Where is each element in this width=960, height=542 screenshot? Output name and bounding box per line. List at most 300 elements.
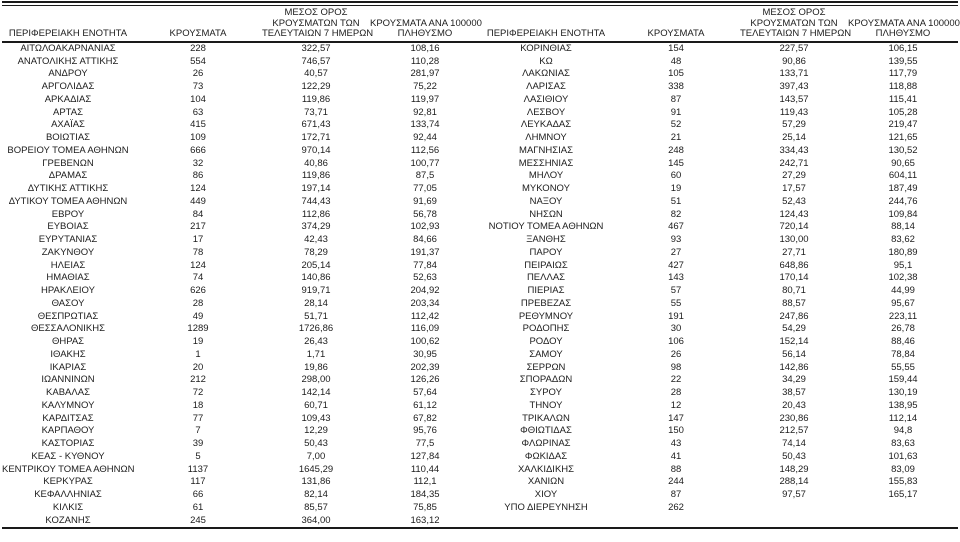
region-cell: ΚΩ [539, 55, 553, 67]
region-cell: ΓΡΕΒΕΝΩΝ [42, 157, 94, 169]
cases-cell: 57 [670, 285, 682, 297]
table-row [2, 145, 480, 158]
per100k-cell: 219,47 [888, 119, 918, 131]
table-row [2, 81, 480, 94]
avg7-header-line1: ΜΕΣΟΣ ΟΡΟΣ [762, 7, 826, 18]
table-row [2, 170, 480, 183]
avg7-cell: 112,86 [301, 208, 331, 220]
cases-cell: 28 [670, 387, 682, 399]
avg7-cell: 42,43 [304, 234, 328, 246]
per100k-cell: 202,39 [410, 361, 440, 373]
cases-cell: 30 [670, 323, 682, 335]
table-row [2, 323, 480, 336]
per100k-cell: 75,85 [413, 501, 437, 513]
table-row [480, 489, 958, 502]
region-cell: ΗΡΑΚΛΕΙΟΥ [41, 285, 95, 297]
region-cell: ΘΗΡΑΣ [51, 336, 85, 348]
avg7-cell: 970,14 [301, 144, 331, 156]
per100k-cell: 138,95 [888, 399, 918, 411]
avg7-cell: 119,86 [301, 170, 331, 182]
table-row [480, 438, 958, 451]
region-cell: ΚΑΡΔΙΤΣΑΣ [42, 412, 94, 424]
table-row [480, 323, 958, 336]
table-row [2, 158, 480, 171]
cases-cell: 27 [670, 246, 682, 258]
region-cell: ΧΙΟΥ [534, 489, 558, 501]
table-row [2, 234, 480, 247]
cases-cell: 449 [190, 195, 206, 207]
cases-cell: 26 [670, 348, 682, 360]
avg7-cell: 17,57 [782, 183, 806, 195]
region-cell: ΑΧΑΪΑΣ [51, 119, 85, 131]
table-row [2, 68, 480, 81]
region-cell: ΚΕΦΑΛΛΗΝΙΑΣ [34, 489, 102, 501]
per100k-cell: 67,82 [413, 412, 437, 424]
cases-cell: 143 [668, 272, 684, 284]
avg7-cell: 334,43 [779, 144, 809, 156]
avg7-cell: 25,14 [782, 132, 806, 144]
per100k-column-header [370, 6, 480, 42]
per100k-cell: 26,78 [891, 323, 915, 335]
avg7-cell: 7,00 [306, 450, 326, 462]
region-cell: ΣΠΟΡΑΔΩΝ [519, 374, 573, 386]
per100k-header-line2: ΠΛΗΘΥΣΜΟ [397, 28, 453, 40]
table-row [2, 476, 480, 489]
avg7-cell: 27,29 [782, 170, 806, 182]
table-row [480, 387, 958, 400]
per100k-cell: 95,1 [893, 259, 913, 271]
per100k-cell: 100,62 [410, 336, 440, 348]
per100k-cell: 119,97 [410, 93, 440, 105]
per100k-cell: 30,95 [413, 348, 437, 360]
cases-cell: 98 [670, 361, 682, 373]
cases-cell: 245 [190, 514, 206, 526]
per100k-cell: 155,83 [888, 476, 918, 488]
avg7-cell: 78,29 [304, 246, 328, 258]
left-table-header [2, 6, 480, 42]
per100k-cell: 88,46 [891, 336, 915, 348]
avg7-cell: 205,14 [301, 259, 331, 271]
per100k-cell: 110,44 [410, 463, 440, 475]
per100k-cell: 121,65 [888, 132, 918, 144]
table-row [2, 260, 480, 273]
per100k-cell: 102,93 [410, 221, 440, 233]
cases-cell: 109 [190, 132, 206, 144]
per100k-cell: 102,38 [888, 272, 918, 284]
cases-cell: 73 [192, 81, 204, 93]
per100k-cell: 83,63 [891, 438, 915, 450]
avg7-cell: 746,57 [301, 55, 331, 67]
cases-cell: 626 [190, 285, 206, 297]
avg7-cell [740, 502, 848, 515]
avg7-cell: 298,00 [301, 374, 331, 386]
cases-cell: 28 [192, 297, 204, 309]
avg7-cell: 720,14 [779, 221, 809, 233]
cases-cell: 124 [190, 259, 206, 271]
cases-cell: 104 [190, 93, 206, 105]
region-cell: ΛΗΜΝΟΥ [525, 132, 567, 144]
avg7-cell: 242,71 [779, 157, 809, 169]
per100k-cell: 77,05 [413, 183, 437, 195]
avg7-cell: 88,57 [782, 297, 806, 309]
avg7-cell: 133,71 [779, 68, 809, 80]
region-cell: ΑΡΤΑΣ [53, 106, 83, 118]
cases-cell: 26 [192, 68, 204, 80]
region-cell: ΞΑΝΘΗΣ [526, 234, 566, 246]
per100k-cell: 57,64 [413, 387, 437, 399]
avg7-cell: 744,43 [301, 195, 331, 207]
per100k-cell: 244,76 [888, 195, 918, 207]
cases-cell: 19 [192, 336, 204, 348]
avg7-cell: 152,14 [779, 336, 809, 348]
per100k-cell: 116,09 [410, 323, 440, 335]
table-row [480, 221, 958, 234]
avg7-cell: 170,14 [779, 272, 809, 284]
cases-cell: 52 [670, 119, 682, 131]
table-row [2, 183, 480, 196]
avg7-cell: 247,86 [779, 310, 809, 322]
table-row [480, 234, 958, 247]
region-cell: ΚΕΝΤΡΙΚΟΥ ΤΟΜΕΑ ΑΘΗΝΩΝ [2, 463, 135, 475]
cases-cell: 262 [668, 501, 684, 513]
table-row [480, 81, 958, 94]
region-cell: ΝΑΞΟΥ [529, 195, 563, 207]
per100k-cell: 105,28 [888, 106, 918, 118]
cases-cell: 48 [670, 55, 682, 67]
region-cell: ΡΟΔΟΠΗΣ [522, 323, 570, 335]
per100k-cell: 126,26 [410, 374, 440, 386]
avg7-cell: 1726,86 [298, 323, 334, 335]
regional-cases-table-left [2, 6, 480, 527]
region-cell: ΛΕΥΚΑΔΑΣ [520, 119, 572, 131]
avg7-cell: 12,29 [304, 425, 328, 437]
region-cell: ΘΕΣΣΑΛΟΝΙΚΗΣ [31, 323, 105, 335]
region-cell: ΠΙΕΡΙΑΣ [527, 285, 565, 297]
per100k-cell: 133,74 [410, 119, 440, 131]
avg7-cell: 172,71 [301, 132, 331, 144]
region-cell: ΚΑΡΠΑΘΟΥ [41, 425, 95, 437]
table-row [2, 221, 480, 234]
cases-cell: 228 [190, 42, 206, 54]
cases-cell: 87 [670, 489, 682, 501]
table-row [480, 285, 958, 298]
per100k-cell: 130,19 [888, 387, 918, 399]
region-cell: ΚΑΣΤΟΡΙΑΣ [41, 438, 95, 450]
per100k-column-header [848, 6, 958, 42]
per100k-cell: 84,66 [413, 234, 437, 246]
per100k-cell: 180,89 [888, 246, 918, 258]
table-row [2, 298, 480, 311]
avg7-column-header [262, 6, 374, 42]
avg7-cell: 34,29 [782, 374, 806, 386]
region-cell: ΘΕΣΠΡΩΤΙΑΣ [37, 310, 99, 322]
region-cell: ΚΕΡΚΥΡΑΣ [43, 476, 93, 488]
avg7-cell: 20,43 [782, 399, 806, 411]
avg7-cell: 374,29 [301, 221, 331, 233]
avg7-header-line2: ΚΡΟΥΣΜΑΤΩΝ ΤΩΝ [750, 17, 838, 29]
region-cell: ΡΕΘΥΜΝΟΥ [518, 310, 574, 322]
region-cell: ΘΑΣΟΥ [51, 297, 85, 309]
region-cell: ΔΡΑΜΑΣ [48, 170, 88, 182]
table-row [2, 374, 480, 387]
per100k-cell: 184,35 [410, 489, 440, 501]
per100k-cell: 203,34 [410, 297, 440, 309]
table-row [2, 515, 480, 528]
table-row [480, 349, 958, 362]
region-cell: ΚΑΛΥΜΝΟΥ [41, 399, 95, 411]
avg7-cell: 52,43 [782, 195, 806, 207]
cases-cell: 7 [195, 425, 201, 437]
tables-container [2, 6, 958, 529]
table-row [2, 464, 480, 477]
region-cell: ΑΝΑΤΟΛΙΚΗΣ ΑΤΤΙΚΗΣ [17, 55, 119, 67]
per100k-cell: 109,84 [888, 208, 918, 220]
cases-cell: 66 [192, 489, 204, 501]
region-cell: ΛΑΚΩΝΙΑΣ [522, 68, 570, 80]
cases-cell: 5 [195, 450, 201, 462]
region-cell: ΜΕΣΣΗΝΙΑΣ [518, 157, 574, 169]
per100k-cell: 281,97 [410, 68, 440, 80]
per100k-header-line1: ΚΡΟΥΣΜΑΤΑ ΑΝΑ 100000 [370, 17, 482, 29]
cases-cell: 554 [190, 55, 206, 67]
avg7-cell: 26,43 [304, 336, 328, 348]
table-row [480, 42, 958, 56]
region-cell: ΣΕΡΡΩΝ [526, 361, 566, 373]
cases-cell: 467 [668, 221, 684, 233]
region-cell: ΙΩΑΝΝΙΝΩΝ [41, 374, 95, 386]
per100k-cell: 75,22 [413, 81, 437, 93]
cases-cell: 19 [670, 183, 682, 195]
table-row [2, 247, 480, 260]
per100k-cell: 90,65 [891, 157, 915, 169]
cases-cell: 18 [192, 399, 204, 411]
region-cell: ΒΟΙΩΤΙΑΣ [45, 132, 91, 144]
avg7-cell: 142,14 [301, 387, 331, 399]
per100k-cell: 139,55 [888, 55, 918, 67]
per100k-cell: 87,5 [415, 170, 435, 182]
avg7-cell: 57,29 [782, 119, 806, 131]
avg7-header-line2: ΚΡΟΥΣΜΑΤΩΝ ΤΩΝ [272, 17, 360, 29]
cases-cell: 60 [670, 170, 682, 182]
per100k-cell: 108,16 [410, 42, 440, 54]
avg7-header-line3: ΤΕΛΕΥΤΑΙΩΝ 7 ΗΜΕΡΩΝ [740, 28, 852, 40]
region-cell: ΠΕΛΛΑΣ [526, 272, 566, 284]
table-row [2, 438, 480, 451]
table-row [2, 362, 480, 375]
per100k-cell: 127,84 [410, 450, 440, 462]
cases-cell: 191 [668, 310, 684, 322]
cases-cell: 72 [192, 387, 204, 399]
table-row [480, 132, 958, 145]
avg7-cell: 1645,29 [298, 463, 334, 475]
per100k-cell: 159,44 [888, 374, 918, 386]
per100k-cell: 55,55 [891, 361, 915, 373]
region-cell: ΚΟΡΙΝΘΙΑΣ [520, 42, 572, 54]
per100k-cell: 204,92 [410, 285, 440, 297]
cases-cell: 666 [190, 144, 206, 156]
region-cell: ΦΛΩΡΙΝΑΣ [521, 438, 571, 450]
cases-cell: 12 [670, 399, 682, 411]
per100k-header-line2: ΠΛΗΘΥΣΜΟ [875, 28, 931, 40]
region-cell: ΡΟΔΟΥ [529, 336, 563, 348]
cases-cell: 77 [192, 412, 204, 424]
avg7-cell: 919,71 [301, 285, 331, 297]
per100k-cell: 112,56 [410, 144, 440, 156]
avg7-cell: 397,43 [779, 81, 809, 93]
table-row [480, 56, 958, 69]
per100k-cell: 94,8 [893, 425, 913, 437]
region-cell: ΑΡΚΑΔΙΑΣ [44, 93, 92, 105]
table-row [2, 489, 480, 502]
avg7-cell: 364,00 [301, 514, 331, 526]
table-row [2, 119, 480, 132]
table-row [480, 400, 958, 413]
table-row [2, 196, 480, 209]
avg7-cell: 40,57 [304, 68, 328, 80]
avg7-cell: 82,14 [304, 489, 328, 501]
avg7-cell: 51,71 [304, 310, 328, 322]
table-row [480, 107, 958, 120]
cases-cell: 1289 [187, 323, 209, 335]
region-cell: ΠΕΙΡΑΙΩΣ [524, 259, 568, 271]
region-cell: ΗΜΑΘΙΑΣ [46, 272, 90, 284]
cases-cell: 150 [668, 425, 684, 437]
regional-cases-table-right [480, 6, 958, 515]
avg7-cell: 148,29 [779, 463, 809, 475]
region-cell: ΜΑΓΝΗΣΙΑΣ [519, 144, 573, 156]
cases-cell: 91 [670, 106, 682, 118]
table-row [2, 94, 480, 107]
table-row [480, 209, 958, 222]
avg7-cell: 50,43 [304, 438, 328, 450]
cases-cell: 32 [192, 157, 204, 169]
region-cell: ΥΠΟ ΔΙΕΡΕΥΝΗΣΗ [504, 501, 588, 513]
per100k-cell: 604,11 [888, 170, 918, 182]
cases-cell: 88 [670, 463, 682, 475]
per100k-cell: 83,62 [891, 234, 915, 246]
avg7-cell: 322,57 [301, 42, 331, 54]
region-column-header: ΠΕΡΙΦΕΡΕΙΑΚΗ ΕΝΟΤΗΤΑ [2, 6, 134, 42]
avg7-cell: 648,86 [779, 259, 809, 271]
cases-cell: 1 [195, 348, 201, 360]
avg7-header-line1: ΜΕΣΟΣ ΟΡΟΣ [284, 7, 348, 18]
region-cell: ΗΛΕΙΑΣ [50, 259, 86, 271]
avg7-cell: 124,43 [779, 208, 809, 220]
avg7-cell: 38,57 [782, 387, 806, 399]
avg7-cell: 73,71 [304, 106, 328, 118]
table-row [480, 374, 958, 387]
avg7-cell: 90,86 [782, 55, 806, 67]
table-row [480, 336, 958, 349]
avg7-cell: 27,71 [782, 246, 806, 258]
avg7-cell: 212,57 [779, 425, 809, 437]
table-row [480, 298, 958, 311]
per100k-cell: 112,1 [413, 476, 437, 488]
cases-cell: 117 [190, 476, 206, 488]
cases-column-header: ΚΡΟΥΣΜΑΤΑ [134, 6, 262, 42]
table-row [480, 196, 958, 209]
cases-cell: 1137 [187, 463, 209, 475]
per100k-cell: 223,11 [888, 310, 918, 322]
table-row [480, 413, 958, 426]
cases-cell: 154 [668, 42, 684, 54]
cases-cell: 41 [670, 450, 682, 462]
region-cell: ΝΗΣΩΝ [529, 208, 563, 220]
per100k-cell: 118,88 [888, 81, 918, 93]
per100k-cell: 106,15 [888, 42, 918, 54]
cases-cell: 84 [192, 208, 204, 220]
region-cell: ΛΑΣΙΘΙΟΥ [523, 93, 569, 105]
region-cell: ΛΕΣΒΟΥ [526, 106, 566, 118]
avg7-cell: 50,43 [782, 450, 806, 462]
region-column-header: ΠΕΡΙΦΕΡΕΙΑΚΗ ΕΝΟΤΗΤΑ [480, 6, 612, 42]
table-row [480, 362, 958, 375]
cases-cell: 93 [670, 234, 682, 246]
region-cell: ΠΡΕΒΕΖΑΣ [520, 297, 572, 309]
cases-cell: 145 [668, 157, 684, 169]
per100k-cell: 92,44 [413, 132, 437, 144]
table-row [480, 119, 958, 132]
cases-cell: 212 [190, 374, 206, 386]
cases-cell: 63 [192, 106, 204, 118]
per100k-cell: 95,76 [413, 425, 437, 437]
region-cell: ΚΙΛΚΙΣ [52, 501, 84, 513]
table-row [2, 42, 480, 56]
per100k-cell: 187,49 [888, 183, 918, 195]
table-row [480, 68, 958, 81]
cases-cell: 39 [192, 438, 204, 450]
avg7-cell: 80,71 [782, 285, 806, 297]
region-cell: ΤΡΙΚΑΛΩΝ [522, 412, 570, 424]
per100k-cell: 77,5 [415, 438, 435, 450]
avg7-cell: 197,14 [301, 183, 331, 195]
table-row [2, 336, 480, 349]
table-row [480, 183, 958, 196]
table-row [2, 400, 480, 413]
table-row [2, 56, 480, 69]
region-cell: ΕΥΒΟΙΑΣ [47, 221, 89, 233]
per100k-cell: 112,14 [888, 412, 918, 424]
avg7-cell: 119,43 [779, 106, 809, 118]
cases-column-header: ΚΡΟΥΣΜΑΤΑ [612, 6, 740, 42]
avg7-cell: 119,86 [301, 93, 331, 105]
avg7-cell: 227,57 [779, 42, 809, 54]
cases-cell: 415 [190, 119, 206, 131]
table-row [2, 209, 480, 222]
table-row [2, 349, 480, 362]
cases-cell: 20 [192, 361, 204, 373]
per100k-cell [848, 502, 958, 515]
table-row [480, 464, 958, 477]
right-table-body [480, 42, 958, 515]
left-table-body [2, 42, 480, 528]
region-cell: ΕΥΡΥΤΑΝΙΑΣ [38, 234, 98, 246]
region-cell: ΒΟΡΕΙΟΥ ΤΟΜΕΑ ΑΘΗΝΩΝ [7, 144, 129, 156]
cases-cell: 87 [670, 93, 682, 105]
regional-cases-sheet [2, 0, 958, 529]
region-cell: ΧΑΝΙΩΝ [527, 476, 565, 488]
region-cell: ΑΝΔΡΟΥ [48, 68, 88, 80]
avg7-cell: 143,57 [779, 93, 809, 105]
avg7-cell: 85,57 [304, 501, 328, 513]
region-cell: ΙΘΑΚΗΣ [50, 348, 86, 360]
table-row [480, 247, 958, 260]
per100k-cell: 101,63 [888, 450, 918, 462]
per100k-cell: 56,78 [413, 208, 437, 220]
per100k-cell: 92,81 [413, 106, 437, 118]
cases-cell: 74 [192, 272, 204, 284]
avg7-cell: 40,86 [304, 157, 328, 169]
